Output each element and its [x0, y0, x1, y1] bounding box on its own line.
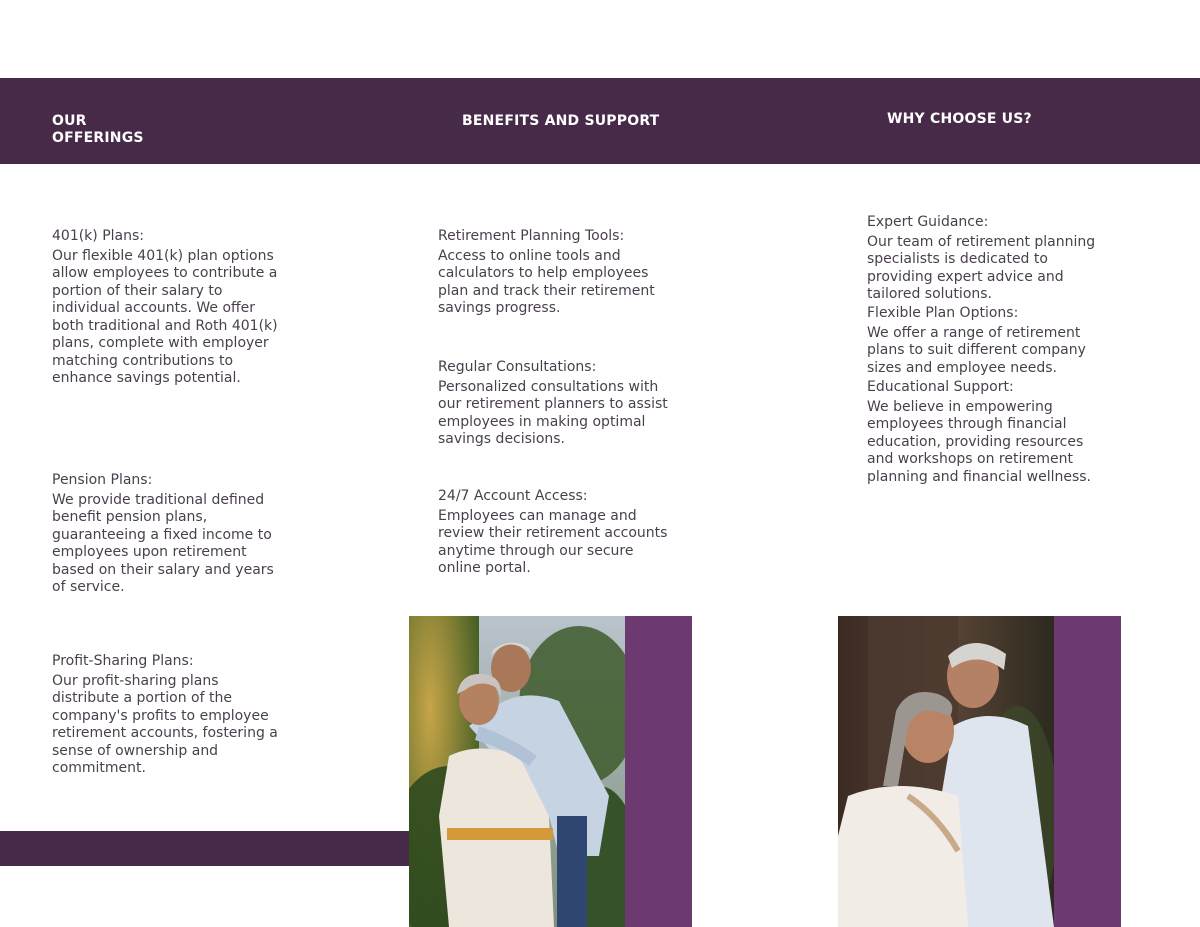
- why-expert-guidance: [867, 214, 1103, 304]
- heading-benefits-and-support: BENEFITS AND SUPPORT: [462, 113, 660, 129]
- offering-description: Our profit-sharing plans distribute a portion of the company's profits to employee retirement accounts, fostering a sense of ownership and commitment.: [52, 672, 278, 776]
- why-description: We offer a range of retirement plans to suit different company sizes and employee needs.: [867, 324, 1086, 376]
- elderly-couple-embrace-photo: [409, 616, 625, 927]
- photo-accent-panel: [1054, 616, 1121, 927]
- benefit-description: Employees can manage and review their retirement accounts anytime through our secure online portal.: [438, 507, 668, 576]
- heading-our-offerings: OUR OFFERINGS: [52, 113, 144, 146]
- why-label: Expert Guidance:: [867, 214, 989, 230]
- why-flexible-options: [867, 305, 1103, 377]
- why-description: We believe in empowering employees through financial education, providing resources and workshops on retirement planning and financial wellness.: [867, 398, 1092, 485]
- benefit-account-access: [438, 488, 674, 578]
- benefit-planning-tools: [438, 228, 674, 318]
- elderly-couple-forehead-kiss-photo: [838, 616, 1054, 927]
- offering-description: Our flexible 401(k) plan options allow employees to contribute a portion of their salary to individual accounts. We offer both traditional and Roth 401(k) plans, complete with employer matching contributions to enhance savings potential.: [52, 247, 278, 386]
- offering-profit-sharing: [52, 653, 284, 778]
- benefit-consultations: [438, 359, 674, 449]
- why-label: Educational Support:: [867, 379, 1014, 395]
- benefit-description: Personalized consultations with our retirement planners to assist employees in making optimal savings decisions.: [438, 378, 668, 447]
- benefit-label: Regular Consultations:: [438, 359, 597, 375]
- offering-label: Pension Plans:: [52, 472, 153, 488]
- offering-pension: [52, 472, 284, 597]
- heading-why-choose-us: WHY CHOOSE US?: [887, 111, 1032, 127]
- decorative-bottom-bar: [0, 831, 409, 866]
- why-educational-support: [867, 379, 1103, 486]
- why-description: Our team of retirement planning specialists is dedicated to providing expert advice and tailored solutions.: [867, 233, 1096, 302]
- why-label: Flexible Plan Options:: [867, 305, 1019, 321]
- offering-label: 401(k) Plans:: [52, 228, 144, 244]
- benefit-label: Retirement Planning Tools:: [438, 228, 625, 244]
- photo-accent-panel: [625, 616, 692, 927]
- benefit-label: 24/7 Account Access:: [438, 488, 588, 504]
- offering-label: Profit-Sharing Plans:: [52, 653, 194, 669]
- benefit-description: Access to online tools and calculators to help employees plan and track their retirement savings progress.: [438, 247, 655, 316]
- offering-401k: [52, 228, 284, 388]
- photo-frame-left: [409, 616, 692, 927]
- photo-frame-right: [838, 616, 1121, 927]
- offering-description: We provide traditional defined benefit pension plans, guaranteeing a fixed income to employees upon retirement based on their salary and years of service.: [52, 491, 274, 595]
